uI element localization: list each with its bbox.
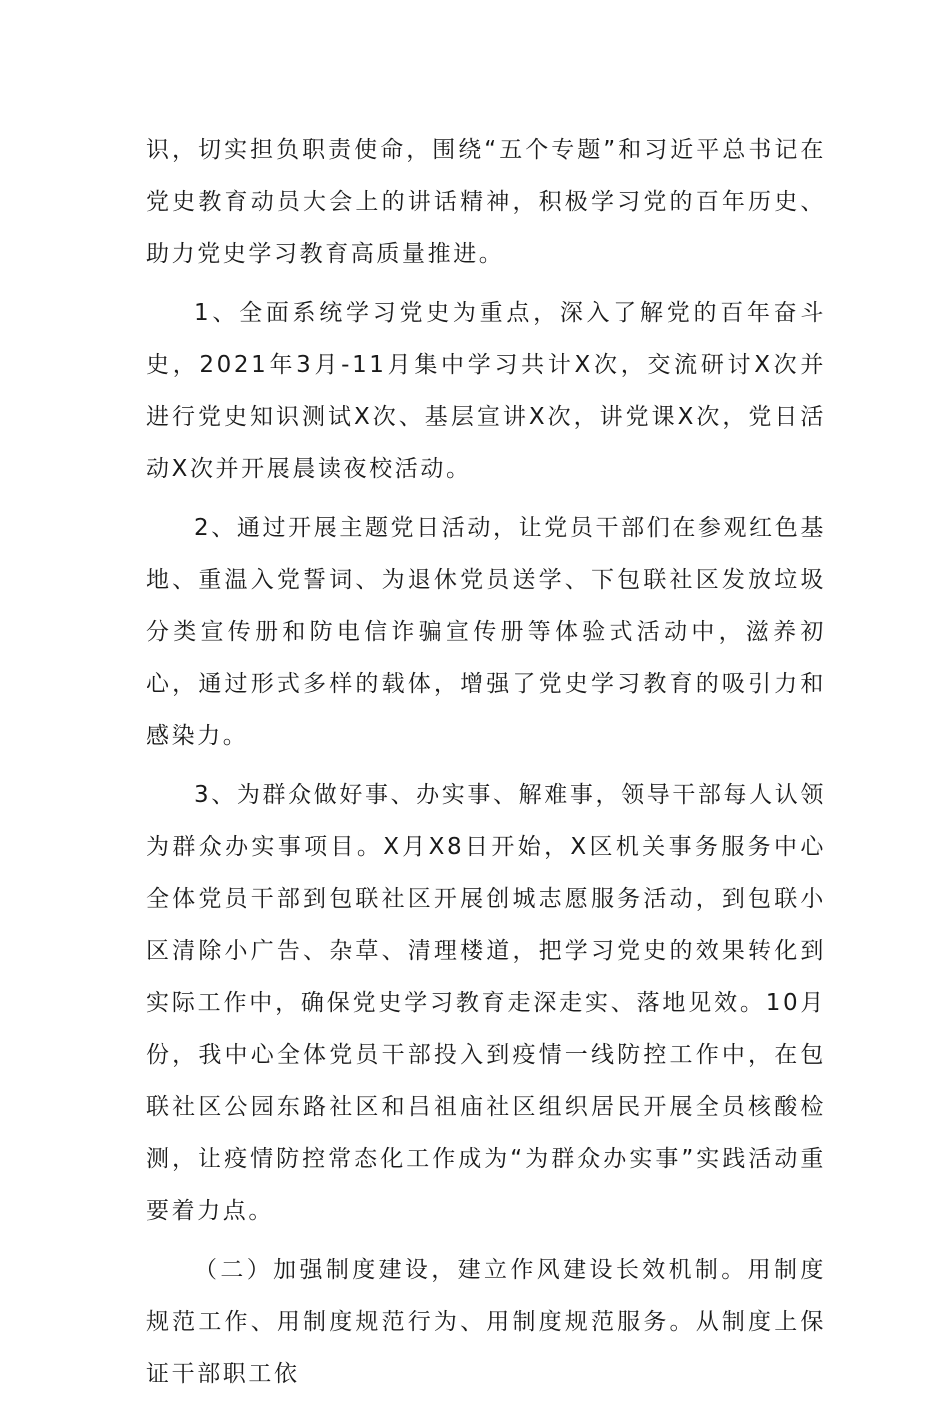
paragraph-item-3: 3、为群众做好事、办实事、解难事，领导干部每人认领为群众办实事项目。X月X8日开始，X区机关事务服务中心全体党员干部到包联社区开展创城志愿服务活动，到包联小区清除小广告、杂草、清理楼道，把学习党史的效果转化到实际工作中，确保党史学习教育走深走实、落地见效。10月份，我中心全体党员干部投入到疫情一线防控工作中，在包联社区公园东路社区和吕祖庙社区组织居民开展全员核酸检测，让疫情防控常态化工作成为“为群众办实事”实践活动重要着力点。: [146, 782, 826, 1224]
paragraph-item-2: 2、通过开展主题党日活动，让党员干部们在参观红色基地、重温入党誓词、为退休党员送学、下包联社区发放垃圾分类宣传册和防电信诈骗宣传册等体验式活动中，滋养初心，通过形式多样的载体，增强了党史学习教育的吸引力和感染力。: [146, 515, 826, 749]
paragraph-section-2: （二）加强制度建设，建立作风建设长效机制。用制度规范工作、用制度规范行为、用制度规范服务。从制度上保证干部职工依: [146, 1257, 826, 1387]
paragraph-item-1: 1、全面系统学习党史为重点，深入了解党的百年奋斗史，2021年3月-11月集中学习共计X次，交流研讨X次并进行党史知识测试X次、基层宣讲X次，讲党课X次，党日活动X次并开展晨读夜校活动。: [146, 300, 827, 482]
paragraph-continuation: 识，切实担负职责使命，围绕“五个专题”和习近平总书记在党史教育动员大会上的讲话精神，积极学习党的百年历史、助力党史学习教育高质量推进。: [146, 137, 826, 267]
document-body: [146, 124, 826, 1407]
